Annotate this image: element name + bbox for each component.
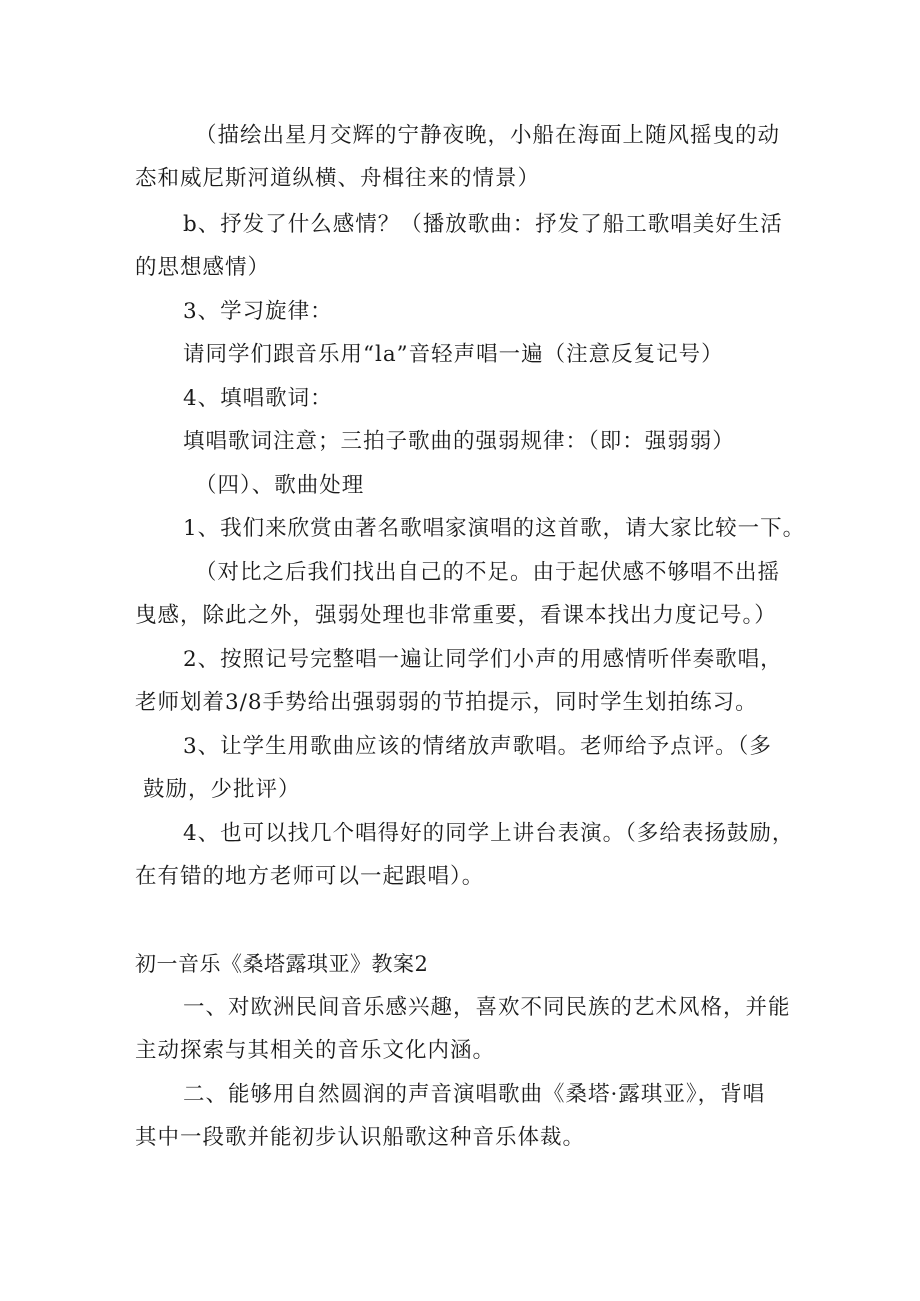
paragraph-line: 3、学习旋律：: [183, 299, 333, 324]
paragraph-line: 其中一段歌并能初步认识船歌这种音乐体裁。: [135, 1125, 586, 1150]
paragraph-line: 1、我们来欣赏由著名歌唱家演唱的这首歌，请大家比较一下。: [183, 516, 806, 541]
paragraph-line: 曳感，除此之外，强弱处理也非常重要，看课本找出力度记号。）: [135, 603, 777, 628]
section-heading: （四）、歌曲处理: [195, 473, 365, 498]
paragraph-line: 主动探索与其相关的音乐文化内涵。: [135, 1038, 496, 1063]
paragraph-line: 请同学们跟音乐用“la”音轻声唱一遍（注意反复记号）: [183, 342, 724, 367]
paragraph-line: 在有错的地方老师可以一起跟唱）。: [135, 864, 485, 889]
paragraph-line: 态和威尼斯河道纵横、舟楫往来的情景）: [135, 166, 541, 191]
paragraph-line: 2、按照记号完整唱一遍让同学们小声的用感情听伴奏歌唱，: [183, 647, 783, 672]
paragraph-line: （对比之后我们找出自己的不足。由于起伏感不够唱不出摇: [195, 560, 781, 585]
paragraph-line: 填唱歌词注意；三拍子歌曲的强弱规律：（即：强弱弱）: [183, 429, 735, 454]
paragraph-line: 3、让学生用歌曲应该的情绪放声歌唱。老师给予点评。（多: [183, 734, 772, 759]
paragraph-line: （描绘出星月交辉的宁静夜晚，小船在海面上随风摇曳的动: [195, 123, 781, 148]
paragraph-line: b、抒发了什么感情？（播放歌曲：抒发了船工歌唱美好生活: [183, 212, 783, 237]
paragraph-line: 4、也可以找几个唱得好的同学上讲台表演。（多给表扬鼓励，: [183, 821, 795, 846]
document-title: 初一音乐《桑塔露琪亚》教案2: [135, 952, 429, 976]
paragraph-line: 鼓励，少批评）: [143, 777, 301, 802]
paragraph-line: 老师划着3/8手势给出强弱弱的节拍提示，同时学生划拍练习。: [135, 690, 758, 715]
paragraph-line: 的思想感情）: [135, 255, 271, 280]
paragraph-line: 一、对欧洲民间音乐感兴趣，喜欢不同民族的艺术风格，并能: [183, 995, 791, 1020]
paragraph-line: 4、填唱歌词：: [183, 386, 333, 411]
paragraph-line: 二、能够用自然圆润的声音演唱歌曲《桑塔·露琪亚》，背唱: [183, 1082, 766, 1107]
